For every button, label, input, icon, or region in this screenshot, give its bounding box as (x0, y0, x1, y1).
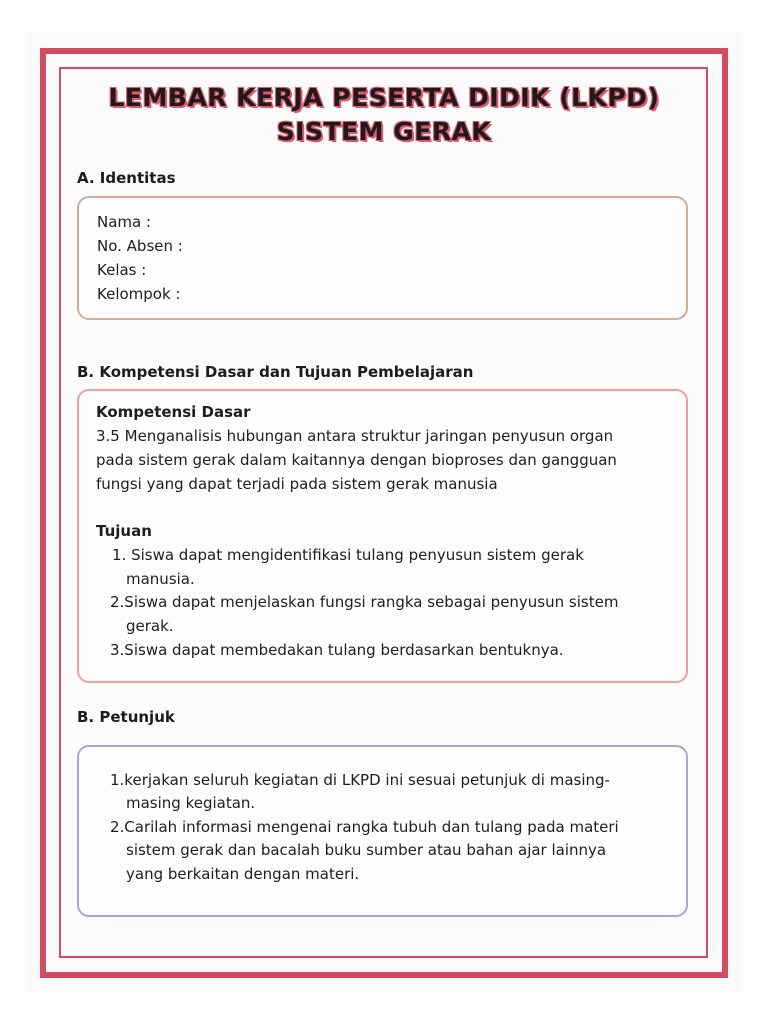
page-title: LEMBAR KERJA PESERTA DIDIK (LKPD) (108, 83, 660, 112)
field-no-absen: No. Absen : (97, 237, 183, 255)
field-kelompok: Kelompok : (97, 285, 181, 303)
page-subtitle: SISTEM GERAK (276, 117, 492, 146)
tujuan-item: 1. Siswa dapat mengidentifikasi tulang penyusun sistem gerak (112, 546, 584, 564)
tujuan-item: 2.Siswa dapat menjelaskan fungsi rangka sebagai penyusun sistem (110, 593, 619, 611)
tujuan-item-cont: manusia. (126, 570, 195, 588)
section-petunjuk-heading: B. Petunjuk (77, 708, 175, 726)
petunjuk-item-cont: masing kegiatan. (126, 794, 256, 812)
kd-line: fungsi yang dapat terjadi pada sistem gerak manusia (96, 475, 498, 493)
tujuan-title: Tujuan (96, 522, 152, 540)
field-nama: Nama : (97, 213, 152, 231)
field-kelas: Kelas : (97, 261, 147, 279)
kd-title: Kompetensi Dasar (96, 403, 251, 421)
petunjuk-item: 2.Carilah informasi mengenai rangka tubuh dan tulang pada materi (110, 818, 619, 836)
kd-line: 3.5 Menganalisis hubungan antara struktur jaringan penyusun organ (96, 427, 614, 445)
section-identitas-heading: A. Identitas (77, 169, 176, 187)
petunjuk-item: 1.kerjakan seluruh kegiatan di LKPD ini sesuai petunjuk di masing- (110, 771, 610, 789)
tujuan-item: 3.Siswa dapat membedakan tulang berdasarkan bentuknya. (110, 641, 564, 659)
petunjuk-item-cont: yang berkaitan dengan materi. (126, 865, 360, 883)
kd-line: pada sistem gerak dalam kaitannya dengan bioproses dan gangguan (96, 451, 617, 469)
petunjuk-item-cont: sistem gerak dan bacalah buku sumber atau bahan ajar lainnya (126, 841, 607, 859)
section-kompetensi-heading: B. Kompetensi Dasar dan Tujuan Pembelajaran (77, 363, 474, 381)
tujuan-item-cont: gerak. (126, 617, 174, 635)
